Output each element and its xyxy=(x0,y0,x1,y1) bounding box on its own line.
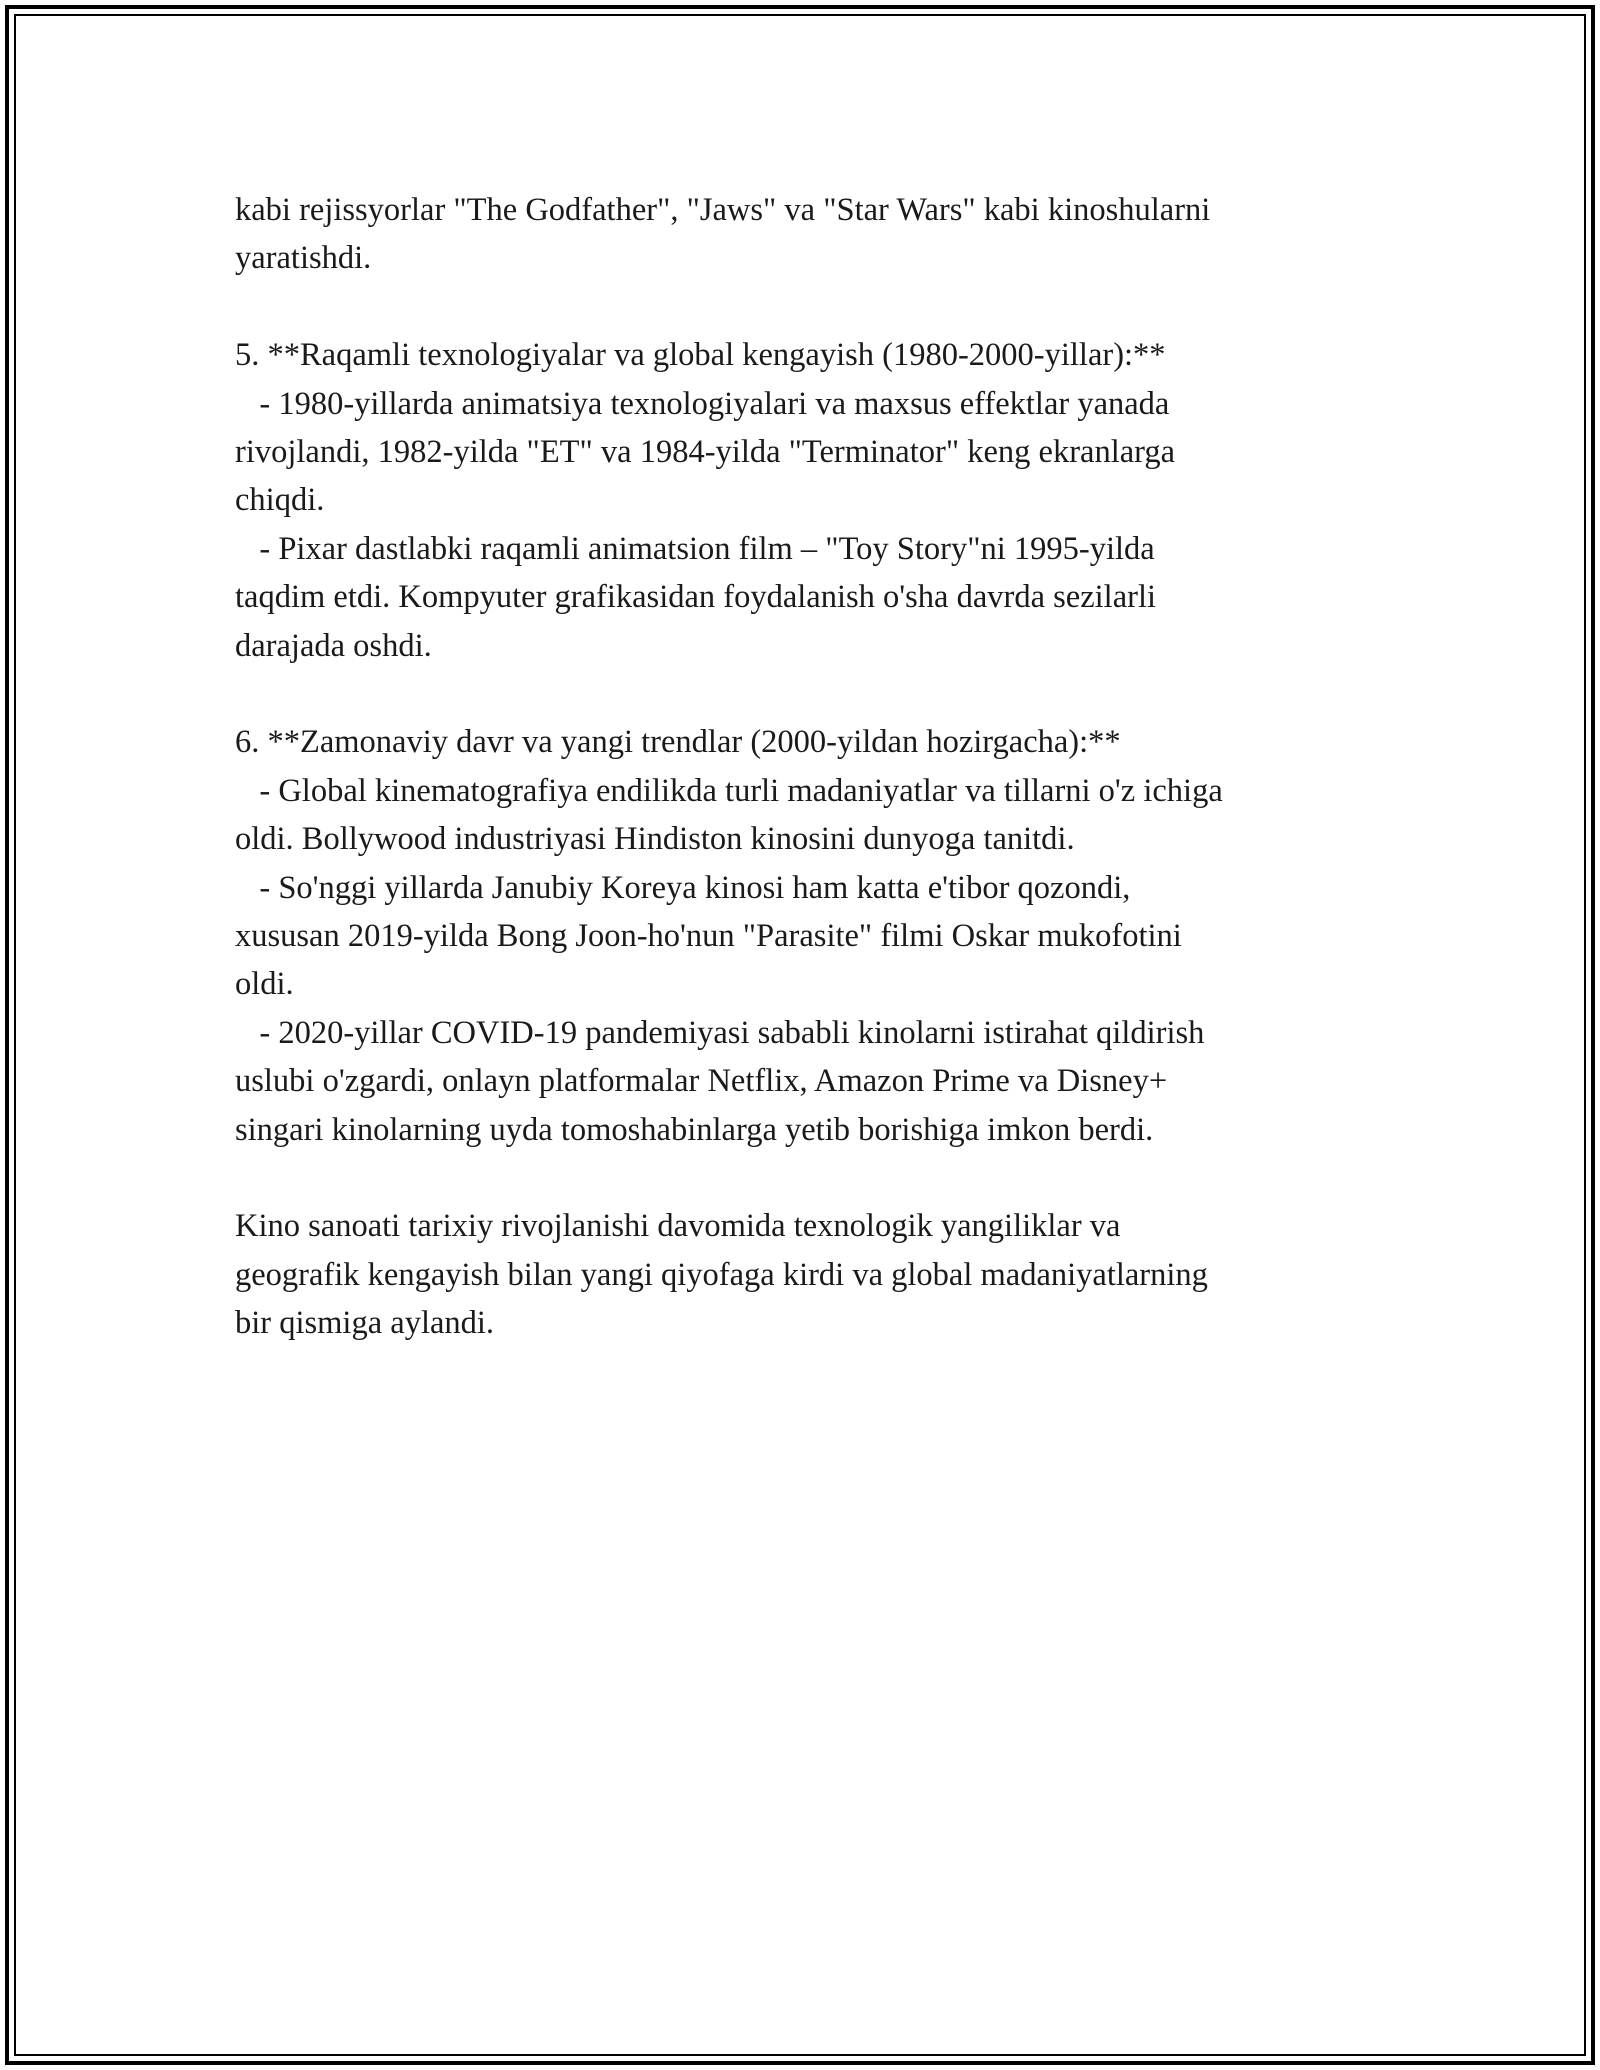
text-line: chiqdi. xyxy=(235,482,325,519)
text-line: - 2020-yillar COVID-19 pandemiyasi sababli kinolarni istirahat qildirish xyxy=(235,1014,1205,1051)
text-line: rivojlandi, 1982-yilda "ET" va 1984-yilda "Terminator" keng ekranlarga xyxy=(235,434,1176,471)
section-heading: 5. **Raqamli texnologiyalar va global kengayish (1980-2000-yillar):** xyxy=(235,337,1166,374)
text-line: yaratishdi. xyxy=(235,240,372,277)
text-line: oldi. Bollywood industriyasi Hindiston kinosini dunyoga tanitdi. xyxy=(235,821,1075,858)
text-line: singari kinolarning uyda tomoshabinlarga yetib borishiga imkon berdi. xyxy=(235,1111,1154,1148)
text-line: darajada oshdi. xyxy=(235,627,432,664)
text-line: - Global kinematografiya endilikda turli madaniyatlar va tillarni o'z ichiga xyxy=(235,772,1223,809)
text-line: Kino sanoati tarixiy rivojlanishi davomida texnologik yangiliklar va xyxy=(235,1208,1121,1245)
paragraph-section-5 xyxy=(235,331,1365,670)
text-line: - Pixar dastlabki raqamli animatsion film – "Toy Story"ni 1995-yilda xyxy=(235,530,1155,567)
text-line: oldi. xyxy=(235,966,294,1003)
section-heading: 6. **Zamonaviy davr va yangi trendlar (2000-yildan hozirgacha):** xyxy=(235,724,1121,761)
text-line: - So'nggi yillarda Janubiy Koreya kinosi ham katta e'tibor qozondi, xyxy=(235,869,1131,906)
paragraph-intro-continuation xyxy=(235,186,1365,283)
text-line: geografik kengayish bilan yangi qiyofaga kirdi va global madaniyatlarning xyxy=(235,1256,1208,1293)
text-line: xususan 2019-yilda Bong Joon-ho'nun "Parasite" filmi Oskar mukofotini xyxy=(235,918,1182,955)
text-line: bir qismiga aylandi. xyxy=(235,1305,495,1342)
text-line: taqdim etdi. Kompyuter grafikasidan foydalanish o'sha davrda sezilarli xyxy=(235,579,1156,616)
paragraph-conclusion xyxy=(235,1202,1365,1347)
paragraph-section-6 xyxy=(235,718,1365,1154)
document-body xyxy=(235,186,1365,1396)
text-line: - 1980-yillarda animatsiya texnologiyalari va maxsus effektlar yanada xyxy=(235,385,1170,422)
text-line: uslubi o'zgardi, onlayn platformalar Netflix, Amazon Prime va Disney+ xyxy=(235,1063,1168,1100)
text-line: kabi rejissyorlar "The Godfather", "Jaws" va "Star Wars" kabi kinoshularni xyxy=(235,192,1211,228)
